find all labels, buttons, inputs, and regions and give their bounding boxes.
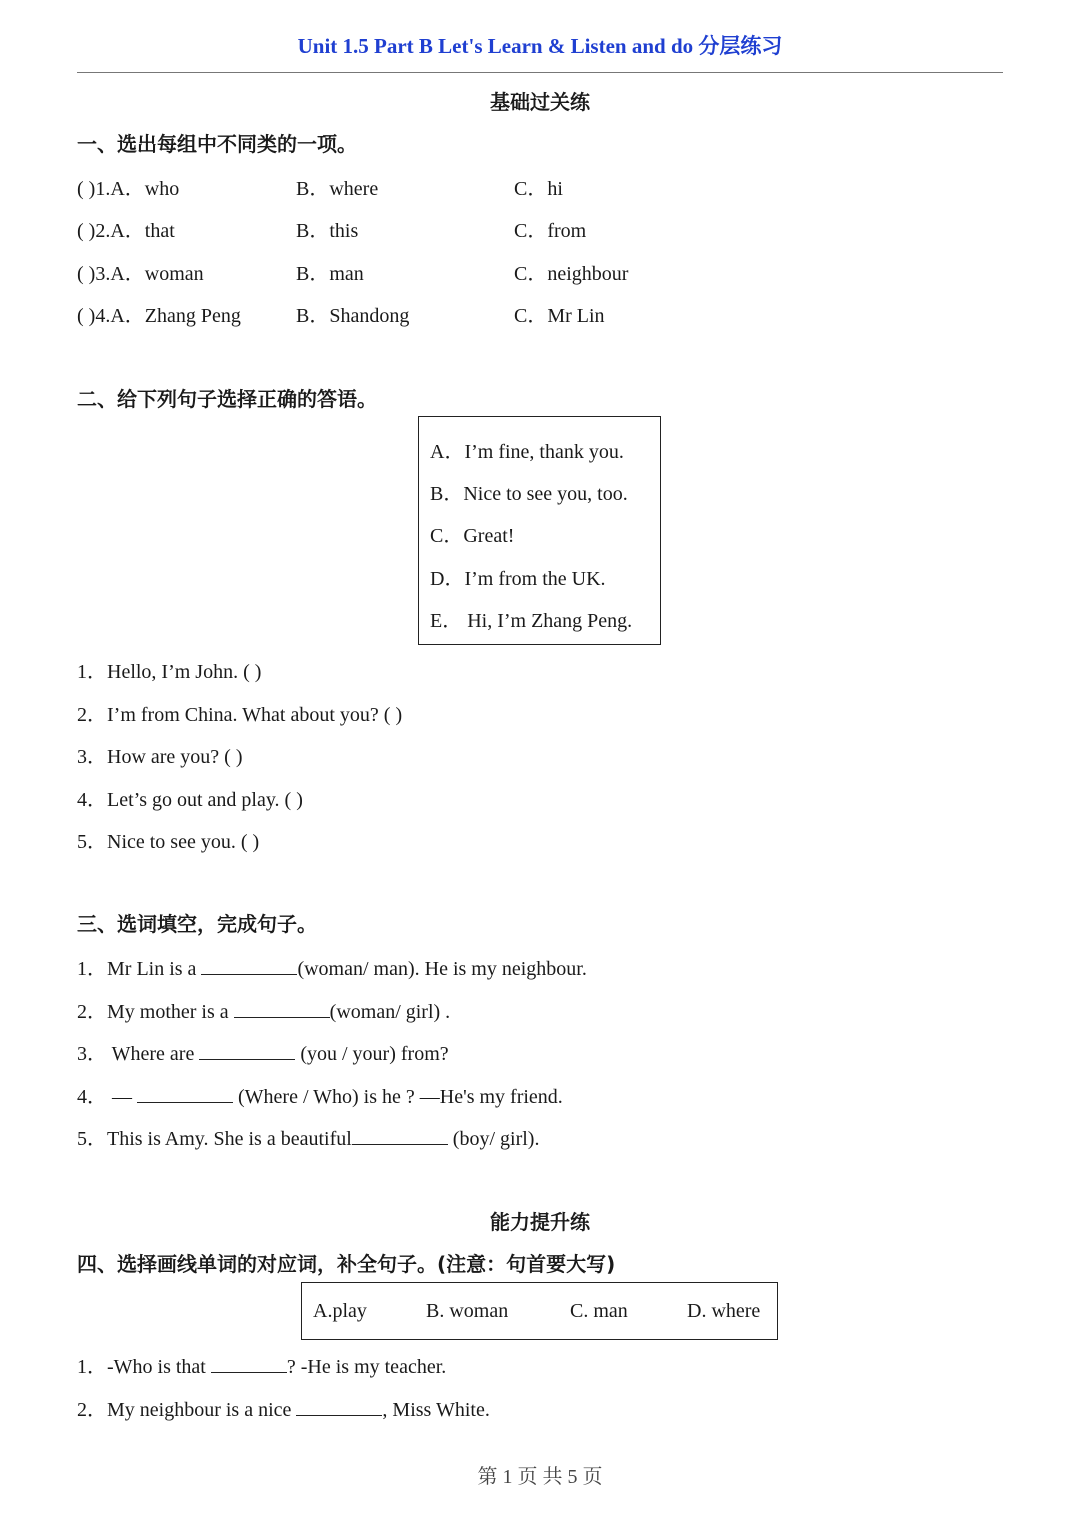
s1-q1-prefix: ( )1.A．who bbox=[77, 178, 180, 200]
s2-option-d: D．I’m from the UK. bbox=[430, 568, 606, 590]
s4-item-2-blank[interactable] bbox=[296, 1397, 382, 1416]
s1-q2-option-b: B．this bbox=[296, 220, 359, 242]
s1-q2-prefix: ( )2.A．that bbox=[77, 220, 175, 242]
s1-q4-option-c: C．Mr Lin bbox=[514, 305, 605, 327]
s3-item-5-after: (boy/ girl). bbox=[447, 1128, 540, 1150]
s3-item-2-blank[interactable] bbox=[234, 999, 330, 1018]
s3-item-4-before: 4． — bbox=[77, 1086, 137, 1108]
s3-item-5 bbox=[77, 1122, 539, 1151]
s4-option-d: D. where bbox=[687, 1300, 761, 1322]
s4-option-c: C. man bbox=[570, 1300, 628, 1322]
s2-option-a: A．I’m fine, thank you. bbox=[430, 441, 624, 463]
s1-q4-option-b: B．Shandong bbox=[296, 305, 410, 327]
s3-item-3-before: 3． Where are bbox=[77, 1043, 200, 1065]
s4-item-1-before: 1．-Who is that bbox=[77, 1356, 211, 1378]
section1-title: 一、选出每组中不同类的一项。 bbox=[77, 132, 357, 156]
s1-q4-prefix: ( )4.A．Zhang Peng bbox=[77, 305, 241, 327]
s3-item-5-blank[interactable] bbox=[352, 1126, 448, 1145]
s4-item-1-after: ? -He is my teacher. bbox=[286, 1356, 447, 1378]
s2-question-2: 2．I’m from China. What about you? ( ) bbox=[77, 704, 403, 726]
s2-option-e: E． Hi, I’m Zhang Peng. bbox=[430, 610, 633, 632]
s3-item-3-after: (you / your) from? bbox=[295, 1043, 449, 1065]
s4-item-2 bbox=[77, 1393, 490, 1422]
s1-q3-option-b: B．man bbox=[296, 263, 364, 285]
s2-option-c: C．Great! bbox=[430, 525, 515, 547]
header-divider bbox=[77, 72, 1003, 73]
s3-item-4-after: (Where / Who) is he ? —He's my friend. bbox=[233, 1086, 563, 1108]
s2-question-5: 5．Nice to see you. ( ) bbox=[77, 831, 260, 853]
s1-q1-option-b: B．where bbox=[296, 178, 379, 200]
s3-item-3-blank[interactable] bbox=[199, 1041, 295, 1060]
section3-title: 三、选词填空，完成句子。 bbox=[77, 912, 317, 936]
s4-option-b: B. woman bbox=[426, 1300, 509, 1322]
level-title-basic: 基础过关练 bbox=[490, 90, 590, 114]
s3-item-5-before: 5．This is Amy. She is a beautiful bbox=[77, 1128, 352, 1150]
section4-title: 四、选择画线单词的对应词，补全句子。(注意：句首要大写) bbox=[77, 1252, 616, 1276]
page-footer: 第 1 页 共 5 页 bbox=[477, 1466, 603, 1488]
s4-item-1 bbox=[77, 1350, 446, 1379]
s1-q1-option-c: C．hi bbox=[514, 178, 563, 200]
s3-item-2-after: (woman/ girl) . bbox=[329, 1001, 451, 1023]
s4-option-a: A.play bbox=[313, 1300, 367, 1322]
s3-item-3 bbox=[77, 1037, 449, 1066]
document-header: Unit 1.5 Part B Let's Learn & Listen and do 分层练习 bbox=[297, 34, 783, 58]
s3-item-4 bbox=[77, 1080, 563, 1109]
s4-item-2-before: 2．My neighbour is a nice bbox=[77, 1399, 297, 1421]
s3-item-4-blank[interactable] bbox=[137, 1084, 233, 1103]
s3-item-2-before: 2．My mother is a bbox=[77, 1001, 234, 1023]
s1-q3-option-c: C．neighbour bbox=[514, 263, 629, 285]
s3-item-1-blank[interactable] bbox=[201, 956, 297, 975]
s2-question-3: 3．How are you? ( ) bbox=[77, 746, 243, 768]
s1-q2-option-c: C．from bbox=[514, 220, 587, 242]
s2-question-4: 4．Let’s go out and play. ( ) bbox=[77, 789, 303, 811]
s2-question-1: 1．Hello, I’m John. ( ) bbox=[77, 661, 262, 683]
s3-item-1-after: (woman/ man). He is my neighbour. bbox=[297, 958, 587, 980]
s3-item-2 bbox=[77, 995, 450, 1024]
section2-title: 二、给下列句子选择正确的答语。 bbox=[77, 387, 377, 411]
s4-item-2-after: , Miss White. bbox=[382, 1399, 490, 1421]
s3-item-1 bbox=[77, 952, 587, 981]
s4-item-1-blank[interactable] bbox=[211, 1354, 287, 1373]
s3-item-1-before: 1．Mr Lin is a bbox=[77, 958, 202, 980]
s2-option-b: B．Nice to see you, too. bbox=[430, 483, 628, 505]
level-title-advanced: 能力提升练 bbox=[490, 1210, 590, 1234]
s1-q3-prefix: ( )3.A．woman bbox=[77, 263, 204, 285]
